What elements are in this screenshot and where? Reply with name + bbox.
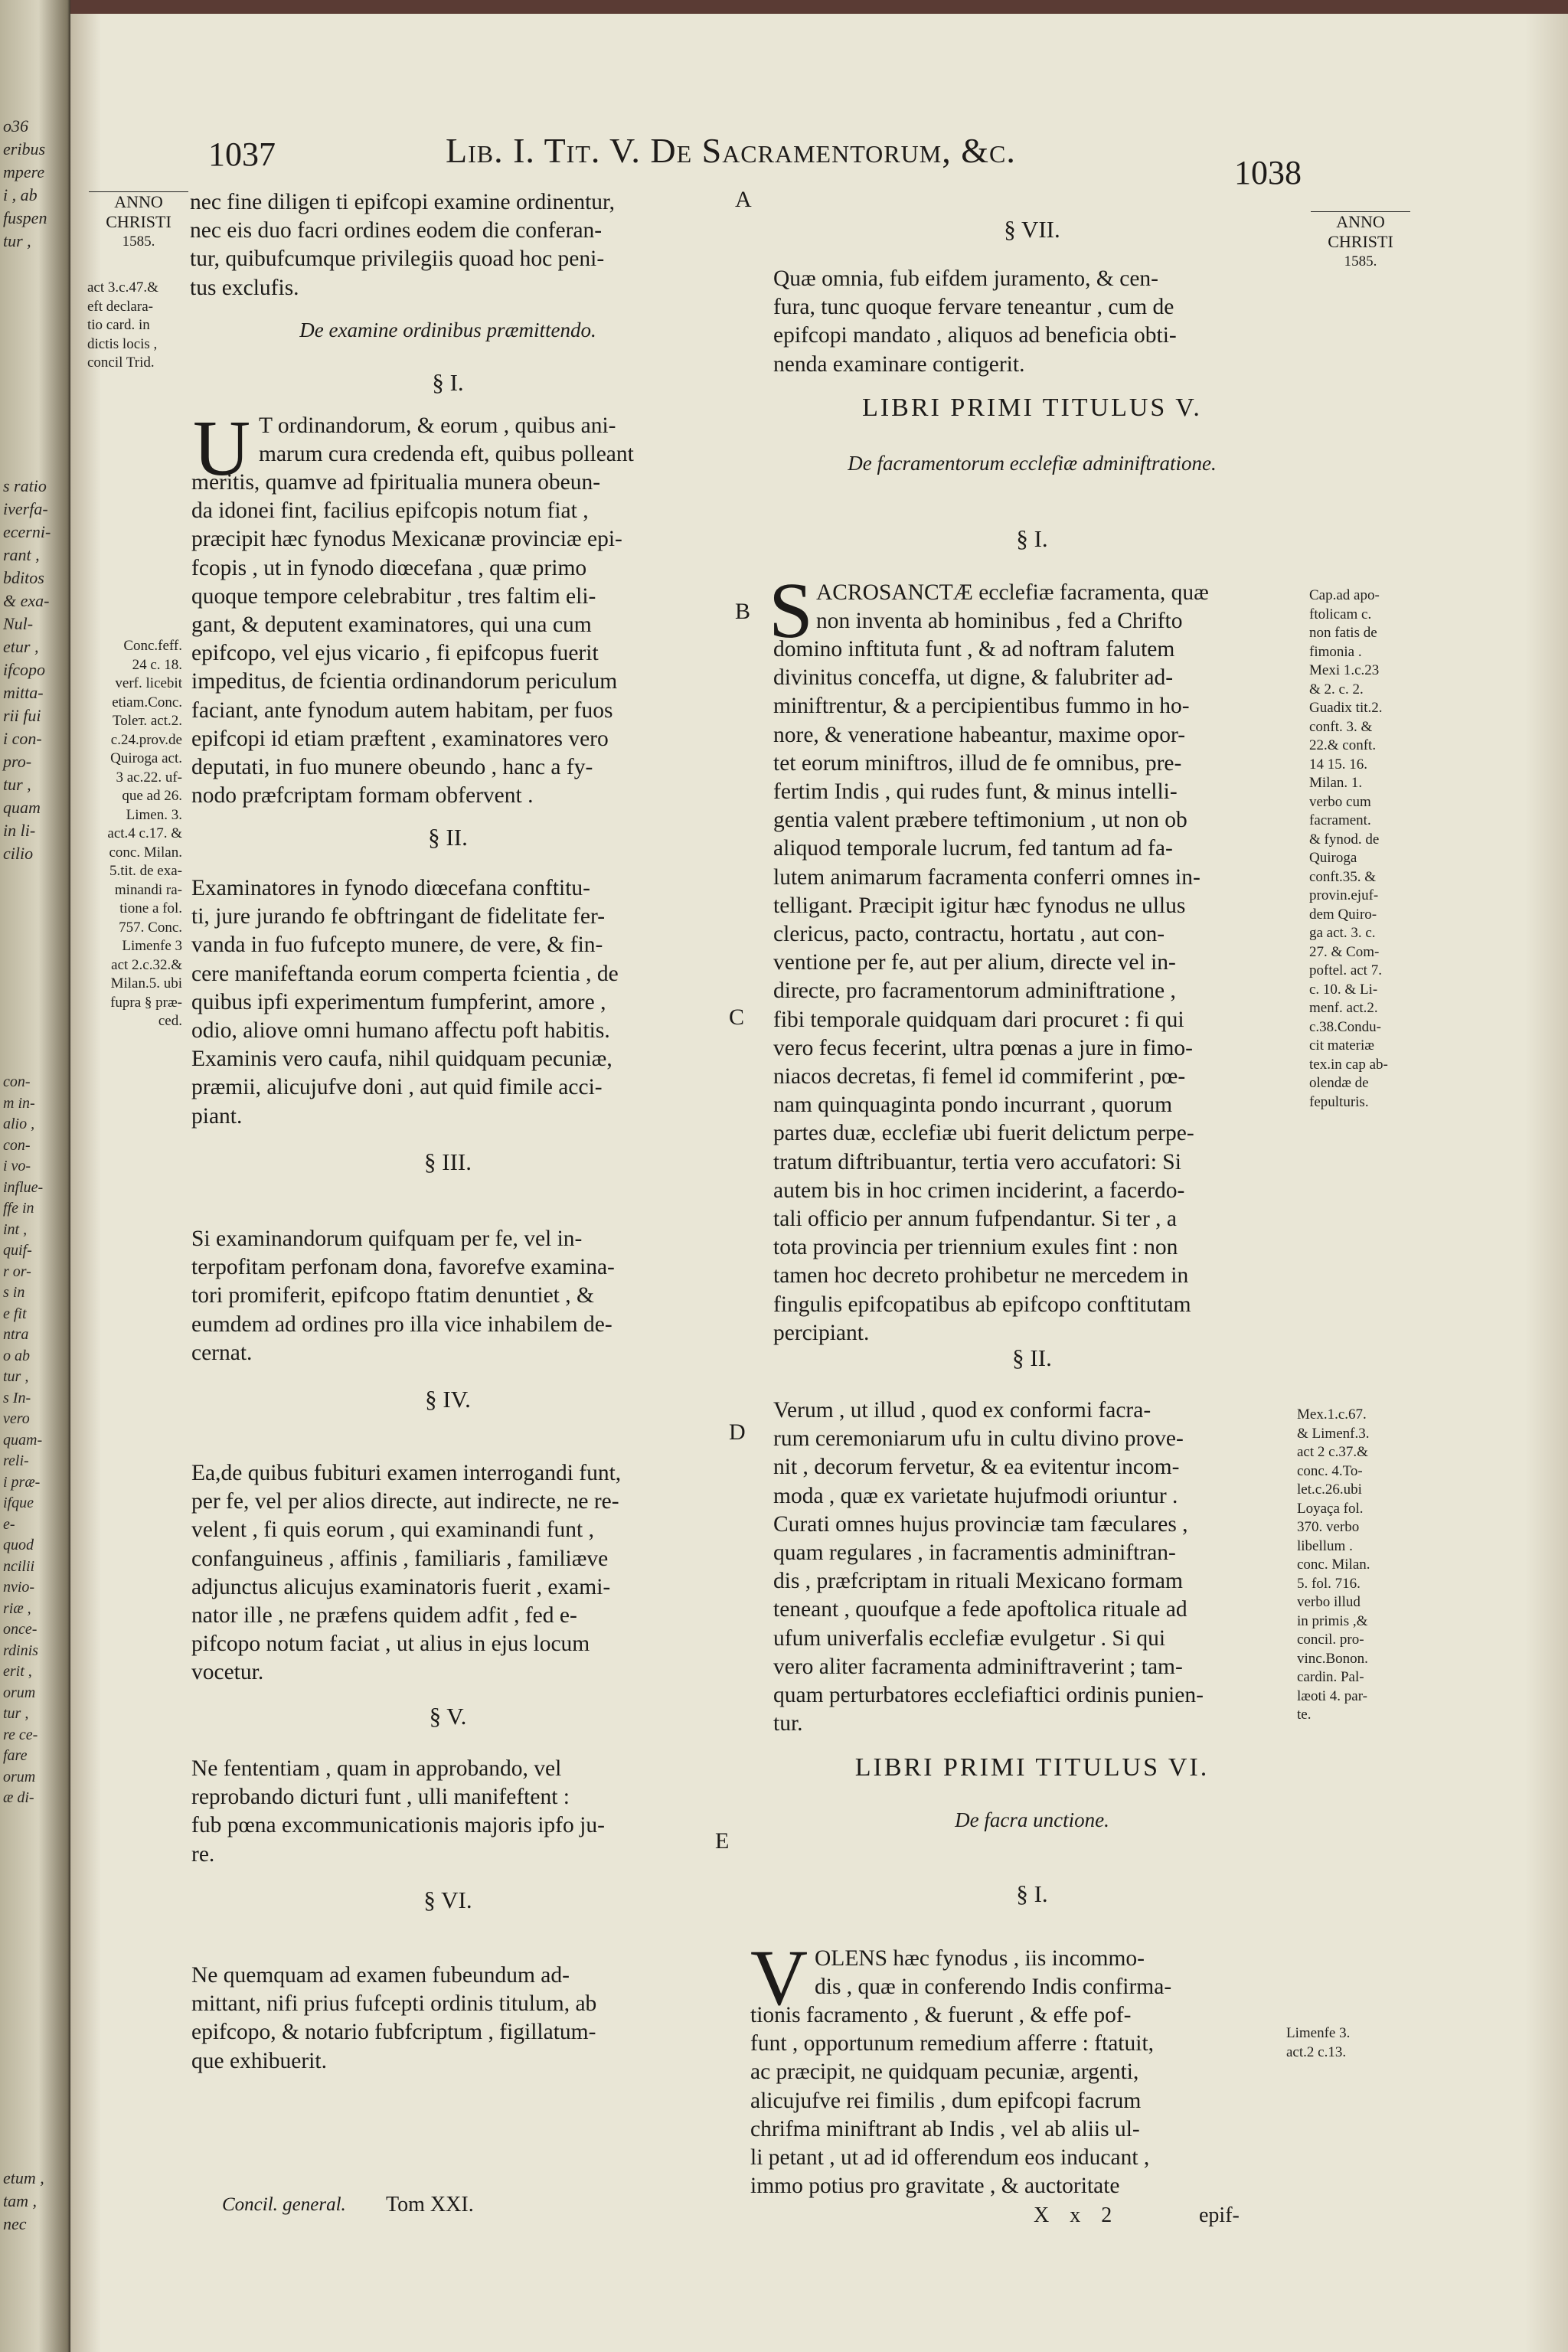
facing-page-edge bbox=[0, 0, 70, 2352]
left-page-number: 1037 bbox=[208, 136, 276, 173]
section-number: § I. bbox=[1016, 1880, 1048, 1907]
anno-label: ANNO bbox=[89, 191, 188, 212]
drop-cap: U bbox=[193, 404, 251, 492]
paragraph: Ea,de quibus fubituri examen interrogandi funt, per fe, vel per alios directe, aut indirecte, ne re- velent , fi quis eorum , qui examinandi funt , confanguineus , affinis , familiaris , familiæve adjunctus alicujus examinatoris fuerit , exami- nator ille , ne præfens quidem adfit , fed e- pifcopo notum faciat , ut alius in ejus locum vocetur. bbox=[191, 1461, 622, 1685]
facing-page-fragment: s ratio iverfa- ecerni- rant , bditos & exa- Nul- etur , ifcopo mitta- rii fui i con- pro- tur , quam in li- cilio bbox=[3, 476, 51, 863]
facing-page-fragment: o36 eribus mpere i , ab fuspen tur , bbox=[3, 116, 47, 250]
running-title: Lib. I. Tit. V. De Sacramentorum, &c. bbox=[446, 131, 1016, 170]
right-page-number: 1038 bbox=[1234, 154, 1302, 191]
paragraph: Si examinandorum quifquam per fe, vel in- terpofitam perfonam dona, favorefve examina- tori promiferit, epifcopo ftatim denuntiet , & eumdem ad ordines pro illa vice inhabilem de- cernat. bbox=[191, 1227, 615, 1365]
section-number: § I. bbox=[1016, 525, 1048, 552]
drop-cap: V bbox=[750, 1934, 808, 2022]
facing-page-fragment: con- m in- alio , con- i vo- influe- ffe in int , quif- r or- s in e fit ntra o ab tur , s In- vero quam- reli- i præ- ifque e- quod ncilii nvio- riæ , once- rdinis erit , orum tur , re ce- fare orum æ di- bbox=[3, 1073, 44, 1806]
anno-label: ANNO bbox=[1311, 211, 1410, 232]
title-subheading: De facra unctione. bbox=[955, 1808, 1109, 1831]
paragraph: Verum , ut illud , quod ex conformi facra- rum ceremoniarum ufu in cultu divino prove- nit , decorum fervetur, & ea evitentur incom- moda , quæ ex varietate hujufmodi oriuntur . Curati omnes hujus provinciæ tam fæculares , quam regulares , in facramentis adminiftran- dis , præfcriptam in rituali Mexicano formam teneant , quoufque a fede apoftolica rituale ad ufum univerfalis ecclefiæ evulgetur . Si qui vero aliter facramenta adminiftraverint ; tam- quam perturbatores ecclefiaftici ordinis punien- tur. bbox=[773, 1398, 1204, 1736]
paragraph: domino inftituta funt , & ad noftram falutem divinitus conceffa, ut digne, & falubriter ad- miniftrentur, & a percipientibus fummo in ho- nore, & veneratione habeantur, maxime opor- tet eorum miniftros, illud de fe omnibus, pre- fertim Indis , qui rudes funt, & minus intelli- gentia valent præbere teftimonium , ut non ob aliquod temporale lucrum, fed tantum ad fa- lutem animarum facramenta conferri omnes in- telligant. Præcipit igitur hæc fynodus ne ullus clericus, pacto, contractu, hortatu , aut con- ventione per fe, aut per alium, directe vel in- directe, pro facramentorum adminiftratione , fibi temporale quidquam dari procuret : fi qui vero fecus fecerint, ultra pœnas a jure in fimo- niacos decretas, fi femel id commiferint , pœ- nam quinquaginta pondo incurrant , quorum partes duæ, ecclefiæ ubi fuerit delictum perpe- tratum diftribuantur, tertia vero accufatori: Si autem bis in hoc crimen inciderint, a facerdo- tali officio per annum fufpendantur. Si ter , a tota provincia per triennium exules fint : non tamen hoc decreto prohibetur ne mercedem in fingulis epifcopatibus ab epifcopo conftitutam percipiant. bbox=[773, 637, 1200, 1345]
anno-christi-label: CHRISTI bbox=[1328, 232, 1393, 251]
footer-signature: Concil. general. bbox=[222, 2194, 346, 2215]
gutter-letter: C bbox=[729, 1004, 745, 1030]
left-intro-paragraph: nec fine diligen ti epifcopi examine ordinentur, nec eis duo facri ordines eodem die conferan- tur, quibufcumque privilegiis quoad hoc peni- tus exclufis. bbox=[190, 190, 616, 300]
anno-christi-label: CHRISTI bbox=[106, 212, 172, 231]
margin-note: Cap.ad apo- ftolicam c. non fatis de fimonia . Mexi 1.c.23 & 2. c. 2. Guadix tit.2. conft. 3. & 22.& conft. 14 15. 16. Milan. 1. verbo cum facrament. & fynod. de Quiroga conft.35. & provin.ejuf- dem Quiro- ga act. 3. c. 27. & Com- poftel. act 7. c. 10. & Li- menf. act.2. c.38.Condu- cit materiæ tex.in cap ab- olendæ de fepulturis. bbox=[1309, 587, 1388, 1110]
title-heading: LIBRI PRIMI TITULUS VI. bbox=[854, 1753, 1210, 1782]
paragraph: Examinatores in fynodo diœcefana conftitu- ti, jure jurando fe obftringant de fidelitate fer- vanda in fuo fufcepto munere, de vere, & fin- cere manifeftanda eorum comperta fcientia , de quibus ipfi experimentum fumpferint, amore , odio, aliove omni humano affectu poft habitis. Examinis vero caufa, nihil quidquam pecuniæ, præmii, alicujufve doni , aut quid fimile acci- piant. bbox=[191, 876, 619, 1129]
section-number: § V. bbox=[429, 1703, 467, 1730]
margin-note: Mex.1.c.67. & Limenf.3. act 2 c.37.& conc. 4.To- let.c.26.ubi Loyaça fol. 370. verbo libellum . conc. Milan. 5. fol. 716. verbo illud in primis ,& concil. pro- vinc.Bonon. cardin. Pal- læoti 4. par- te. bbox=[1297, 1406, 1370, 1723]
gutter-letter: A bbox=[735, 187, 752, 212]
drop-cap: S bbox=[769, 567, 813, 655]
paragraph-opening: T ordinandorum, & eorum , quibus ani- marum cura credenda eft, quibus polleant bbox=[259, 413, 634, 467]
paragraph: Quæ omnia, fub eifdem juramento, & cen- fura, tunc quoque fervare teneantur , cum de epifcopi mandato , aliquos ad beneficia obti- nenda examinare contigerit. bbox=[773, 266, 1177, 377]
section-number: § II. bbox=[1012, 1344, 1052, 1371]
section-number: § I. bbox=[432, 369, 464, 396]
paragraph-opening: ACROSANCTÆ ecclefiæ facramenta, quæ non inventa ab hominibus , fed a Chrifto bbox=[816, 580, 1209, 634]
section-number: § IV. bbox=[425, 1386, 471, 1413]
paragraph: Ne fententiam , quam in approbando, vel reprobando dicturi funt , ulli manifeftent : fub pœna excommunicationis majoris ipfo ju- re. bbox=[191, 1756, 605, 1867]
paragraph: meritis, quamve ad fpiritualia munera obeun- da idonei fint, facilius epifcopis notum fiat , præcipit hæc fynodus Mexicanæ provinciæ epi- fcopis , ut in fynodo diœcefana , quæ primo quoque tempore celebrabitur , tres faltim eli- gant, & deputent examinatores, qui una cum epifcopo, vel ejus vicario , fi epifcopus fuerit impeditus, de fcientia ordinandorum periculum faciant, ante fynodum autem habitam, per fuos epifcopi id etiam præftent , examinatores vero deputati, in fuo munere obeundo , hanc a fy- nodo præfcriptam formam obfervent . bbox=[191, 470, 622, 808]
paragraph: Ne quemquam ad examen fubeundum ad- mittant, nifi prius fufcepti ordinis titulum, ab epifcopo, & notario fubfcriptum , figillatum- que exhibuerit. bbox=[191, 1963, 597, 2073]
margin-note: Limenfe 3. act.2 c.13. bbox=[1286, 2025, 1351, 2060]
gutter-letter: B bbox=[735, 599, 751, 624]
title-subheading: De facramentorum ecclefiæ adminiftratione. bbox=[848, 452, 1217, 475]
section-number: § III. bbox=[424, 1148, 472, 1175]
margin-note: Conc.feff. 24 c. 18. verf. licebit etiam.Conc. Toleт. act.2. c.24.prov.de Quiroga act. 3 ac.22. uf- que ad 26. Limen. 3. act.4 c.17. & conc. Milan. 5.tit. de exa- minandi ra- tione a fol. 757. Conc. Limenfe 3 act 2.c.32.& Milan.5. ubi fupra § præ- ced. bbox=[107, 638, 182, 1029]
paragraph-opening: OLENS hæc fynodus , iis incommo- dis , quæ in conferendo Indis confirma- bbox=[815, 1946, 1172, 2000]
catchword: epif- bbox=[1199, 2203, 1240, 2227]
anno-christi-left bbox=[89, 191, 188, 252]
anno-christi-right bbox=[1311, 211, 1410, 272]
section-number: § VI. bbox=[423, 1886, 472, 1913]
footer-tome: Tom XXI. bbox=[386, 2193, 474, 2216]
gutter-letter: D bbox=[729, 1419, 746, 1445]
facing-page-fragment: etum , tam , nec bbox=[3, 2168, 44, 2233]
paragraph: tionis facramento , & fuerunt , & effe pof- funt , opportunum remedium afferre : ftatuit, ac præcipit, ne quidquam pecuniæ, argenti, alicujufve rei fimilis , dum epifcopi facrum chrifma miniftrant ab Indis , vel ab aliis ul- li petant , ut ad id offerendum eos inducant , immo potius pro gravitate , & auctoritate bbox=[750, 2003, 1155, 2199]
section-number: § II. bbox=[428, 824, 468, 851]
title-heading: LIBRI PRIMI TITULUS V. bbox=[862, 394, 1202, 422]
section-number: § VII. bbox=[1004, 216, 1060, 243]
section-heading: De examine ordinibus præmittendo. bbox=[299, 318, 596, 341]
gutter-letter: E bbox=[715, 1828, 730, 1854]
anno-year: 1585. bbox=[1344, 253, 1377, 270]
signature-mark: X x 2 bbox=[1034, 2203, 1120, 2227]
margin-note: act 3.c.47.& eft declara- tio card. in dictis locis , concil Trid. bbox=[87, 279, 158, 371]
page-top-edge bbox=[70, 0, 1568, 14]
anno-year: 1585. bbox=[122, 234, 155, 250]
